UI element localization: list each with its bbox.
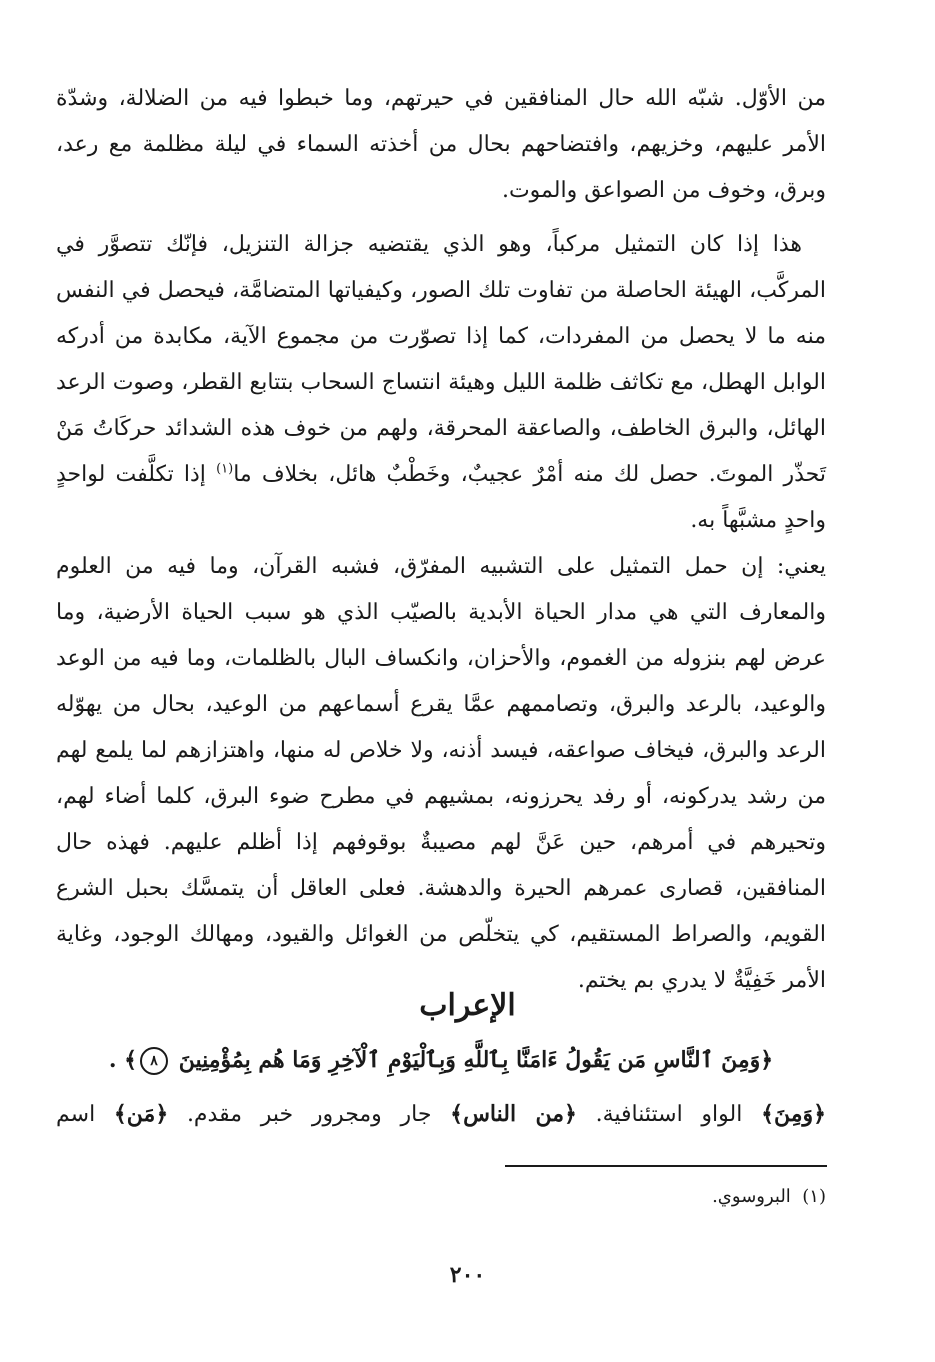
irab-line: [56, 1094, 826, 1135]
footnote-divider: [505, 1165, 827, 1167]
paragraph-tamthil-end: إذا تكلَّفت لواحدٍ واحدٍ مشبَّهاً به.: [56, 462, 826, 533]
irab-word-man: ﴿مَن﴾: [113, 1101, 169, 1127]
paragraph-tashbih: يعني: إن حمل التمثيل على التشبيه المفرّق، فشبه القرآن، وما فيه من العلوم والمعارف التي هي مدار الحياة الأبدية بالصيّب الذي هو سبب الحياة الأرضية، وما عرض لهم بنزوله من الغموم، والأحزان، وانكساف البال بالظلمات، وما فيه من الوعد والوعيد، بالرعد والبرق، وتصاممهم عمَّا يقرع أسماعهم من الوعيد، بحال من يهوّله الرعد والبرق، فيخاف صواعقه، فيسد أذنه، ولا خلاص له منها، واهتزازهم لما يلمع لهم من رشد يدركونه، أو رفد يحرزونه، بمشيهم في مطرح ضوء البرق، كلما أضاء لهم، وتحيرهم في أمرهم، حين عَنَّ لهم مصيبةٌ بوقوفهم إذا أظلم عليهم. فهذه حال المنافقين، قصارى عمرهم الحيرة والدهشة. فعلى العاقل أن يتمسَّك بحبل الشرع القويم، والصراط المستقيم، كي يتخلّص من الغوائل والقيود، ومهالك الوجود، وغاية الأمر خَفِيَّةٌ لا يدري بم يختم.: [56, 554, 826, 993]
footnote-marker: (١): [802, 1186, 826, 1207]
section-heading: الإعراب: [419, 988, 516, 1023]
quran-verse: [56, 1040, 826, 1080]
paragraph-tamthil: [56, 222, 826, 544]
irab-word-wamina: ﴿وَمِنَ﴾: [761, 1101, 826, 1127]
footnote-text: البروسوي.: [712, 1186, 791, 1207]
verse-end: .: [108, 1047, 117, 1073]
footnote: [56, 1182, 826, 1212]
irab-note-2: جار ومجرور خبر مقدم.: [186, 1102, 432, 1127]
verse-close-bracket: ﴾: [124, 1047, 138, 1073]
paragraph-tamthil-text: هذا إذا كان التمثيل مركباً، وهو الذي يقتضيه جزالة التنزيل، فإنّك تتصوَّر في المركَّب، الهيئة الحاصلة من تفاوت تلك الصور، وكيفياتها المتضامَّة، فيحصل في النفس منه ما لا يحصل من المفردات، كما إذا تصوّرت من مجموع الآية، مكابدة من أدركه الوابل الهطل، مع تكاثف ظلمة الليل وهيئة انتساج السحاب بتتابع القطر، وصوت الرعد الهائل، والبرق الخاطف، والصاعقة المحرقة، ولهم من خوف هذه الشدائد حركَاتُ مَنْ تَحذّر الموتَ. حصل لك منه أمْرٌ عجيبٌ، وخَطْبٌ هائل، بخلاف ما: [56, 232, 827, 487]
footnote-reference: (١): [216, 461, 234, 477]
irab-note-3: اسم: [56, 1102, 96, 1127]
page-number: ٢٠٠: [449, 1262, 486, 1288]
verse-text: وَمِنَ ٱلنَّاسِ مَن يَقُولُ ءَامَنَّا بِٱللَّهِ وَبِٱلْيَوْمِ ٱلْآخِرِ وَمَا هُم بِمُؤْمِنِينَ: [178, 1047, 761, 1073]
verse-number-medallion: ٨: [140, 1047, 168, 1075]
body-text: [56, 76, 826, 1004]
irab-word-min-alnas: ﴿من الناس﴾: [450, 1101, 577, 1127]
verse-open-bracket: ﴿: [760, 1047, 774, 1073]
paragraph-continuation: من الأوّل. شبّه الله حال المنافقين في حيرتهم، وما خبطوا فيه من الضلالة، وشدّة الأمر عليهم، وخزيهم، وافتضاحهم بحال من أخذته السماء في ليلة مظلمة مع رعد، وبرق، وخوف من الصواعق والموت.: [56, 86, 826, 203]
irab-note-1: الواو استئنافية.: [595, 1102, 743, 1127]
